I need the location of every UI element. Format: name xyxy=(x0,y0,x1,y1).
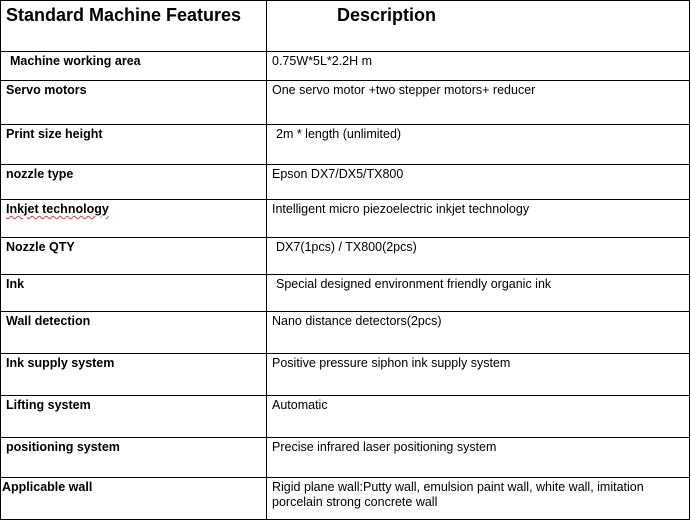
description-column-header: Description xyxy=(267,1,690,52)
feature-column-header: Standard Machine Features xyxy=(1,1,267,52)
feature-cell: Servo motors xyxy=(1,81,267,125)
table-row xyxy=(1,52,690,81)
description-cell: 0.75W*5L*2.2H m xyxy=(267,52,690,81)
feature-cell: Lifting system xyxy=(1,396,267,438)
table-row xyxy=(1,396,690,438)
feature-cell xyxy=(1,200,267,238)
description-cell: Precise infrared laser positioning system xyxy=(267,438,690,478)
table-row xyxy=(1,238,690,275)
feature-cell: Machine working area xyxy=(1,52,267,81)
table-row xyxy=(1,275,690,312)
feature-cell: nozzle type xyxy=(1,165,267,200)
table-row xyxy=(1,312,690,354)
feature-cell: Ink xyxy=(1,275,267,312)
feature-text: Inkjet technology xyxy=(6,202,109,216)
feature-cell: Applicable wall xyxy=(1,478,267,520)
description-cell: One servo motor +two stepper motors+ reducer xyxy=(267,81,690,125)
table-row xyxy=(1,478,690,520)
table-row xyxy=(1,354,690,396)
table-row xyxy=(1,165,690,200)
description-cell xyxy=(267,200,690,238)
feature-cell: Print size height xyxy=(1,125,267,165)
feature-cell: positioning system xyxy=(1,438,267,478)
feature-cell: Wall detection xyxy=(1,312,267,354)
description-cell xyxy=(267,312,690,354)
table-row xyxy=(1,200,690,238)
table-row xyxy=(1,438,690,478)
description-cell: 2m * length (unlimited) xyxy=(267,125,690,165)
table-row xyxy=(1,125,690,165)
description-cell: DX7(1pcs) / TX800(2pcs) xyxy=(267,238,690,275)
description-cell: Automatic xyxy=(267,396,690,438)
table-row xyxy=(1,81,690,125)
description-cell: Rigid plane wall:Putty wall, emulsion paint wall, white wall, imitation porcelain strong concrete wall xyxy=(267,478,690,520)
description-cell: Positive pressure siphon ink supply system xyxy=(267,354,690,396)
description-text: Nano distance detectors(2pcs) xyxy=(272,314,442,328)
feature-cell: Ink supply system xyxy=(1,354,267,396)
description-cell: Epson DX7/DX5/TX800 xyxy=(267,165,690,200)
description-cell: Special designed environment friendly organic ink xyxy=(267,275,690,312)
header-row xyxy=(1,1,690,52)
feature-cell: Nozzle QTY xyxy=(1,238,267,275)
description-text: Intelligent micro piezoelectric inkjet technology xyxy=(272,202,530,216)
